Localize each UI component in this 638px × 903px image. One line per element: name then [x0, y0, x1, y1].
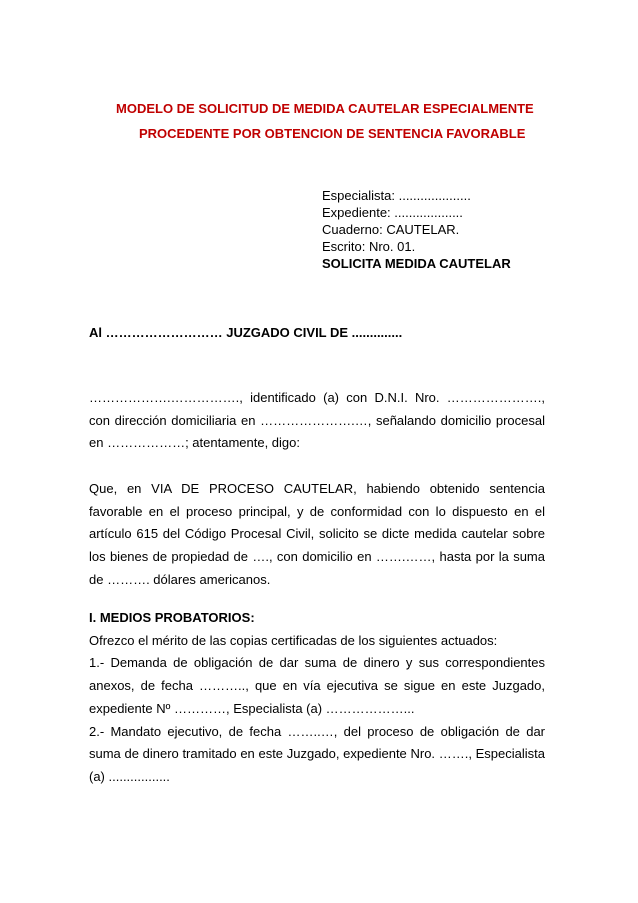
evidence-section-heading: I. MEDIOS PROBATORIOS:	[89, 610, 255, 625]
evidence-section	[89, 607, 545, 789]
cuaderno-line: Cuaderno: CAUTELAR.	[322, 222, 460, 237]
request-paragraph: Que, en VIA DE PROCESO CAUTELAR, habiendo obtenido sentencia favorable en el proceso principal, y de conformidad con lo dispuesto en el artículo 615 del Código Procesal Civil, solicito se dicte medida cautelar sobre los bienes de propiedad de …., con domicilio en …….……, hasta por la suma de ………. dólares americanos.	[89, 481, 545, 587]
court-addressee: Al ……………………… JUZGADO CIVIL DE ..............	[89, 325, 403, 340]
case-header-block	[322, 187, 511, 272]
document-title-line-1: MODELO DE SOLICITUD DE MEDIDA CAUTELAR ESPECIALMENTE	[116, 101, 534, 116]
sumilla-line: SOLICITA MEDIDA CAUTELAR	[322, 256, 511, 271]
intro-paragraph: ……………….……………., identificado (a) con D.N.I. Nro. …………………., con dirección domiciliaria en ………………….…, señalando domicilio procesal en ………………; atentamente, digo:	[89, 390, 545, 451]
expediente-line: Expediente: ...................	[322, 205, 463, 220]
evidence-intro: Ofrezco el mérito de las copias certificadas de los siguientes actuados:	[89, 632, 498, 648]
especialista-line: Especialista: ....................	[322, 188, 471, 203]
document-title-line-2: PROCEDENTE POR OBTENCION DE SENTENCIA FAVORABLE	[139, 126, 526, 141]
evidence-item-2: 2.- Mandato ejecutivo, de fecha ……..…, del proceso de obligación de dar suma de dinero tramitado en este Juzgado, expediente Nro. ……., Especialista (a) .................	[89, 723, 545, 784]
escrito-line: Escrito: Nro. 01.	[322, 239, 416, 254]
evidence-item-1: 1.- Demanda de obligación de dar suma de dinero y sus correspondientes anexos, de fecha ……….., que en vía ejecutiva se sigue en este Juzgado, expediente Nº …………, Especialista (a) ………………...	[89, 655, 545, 716]
